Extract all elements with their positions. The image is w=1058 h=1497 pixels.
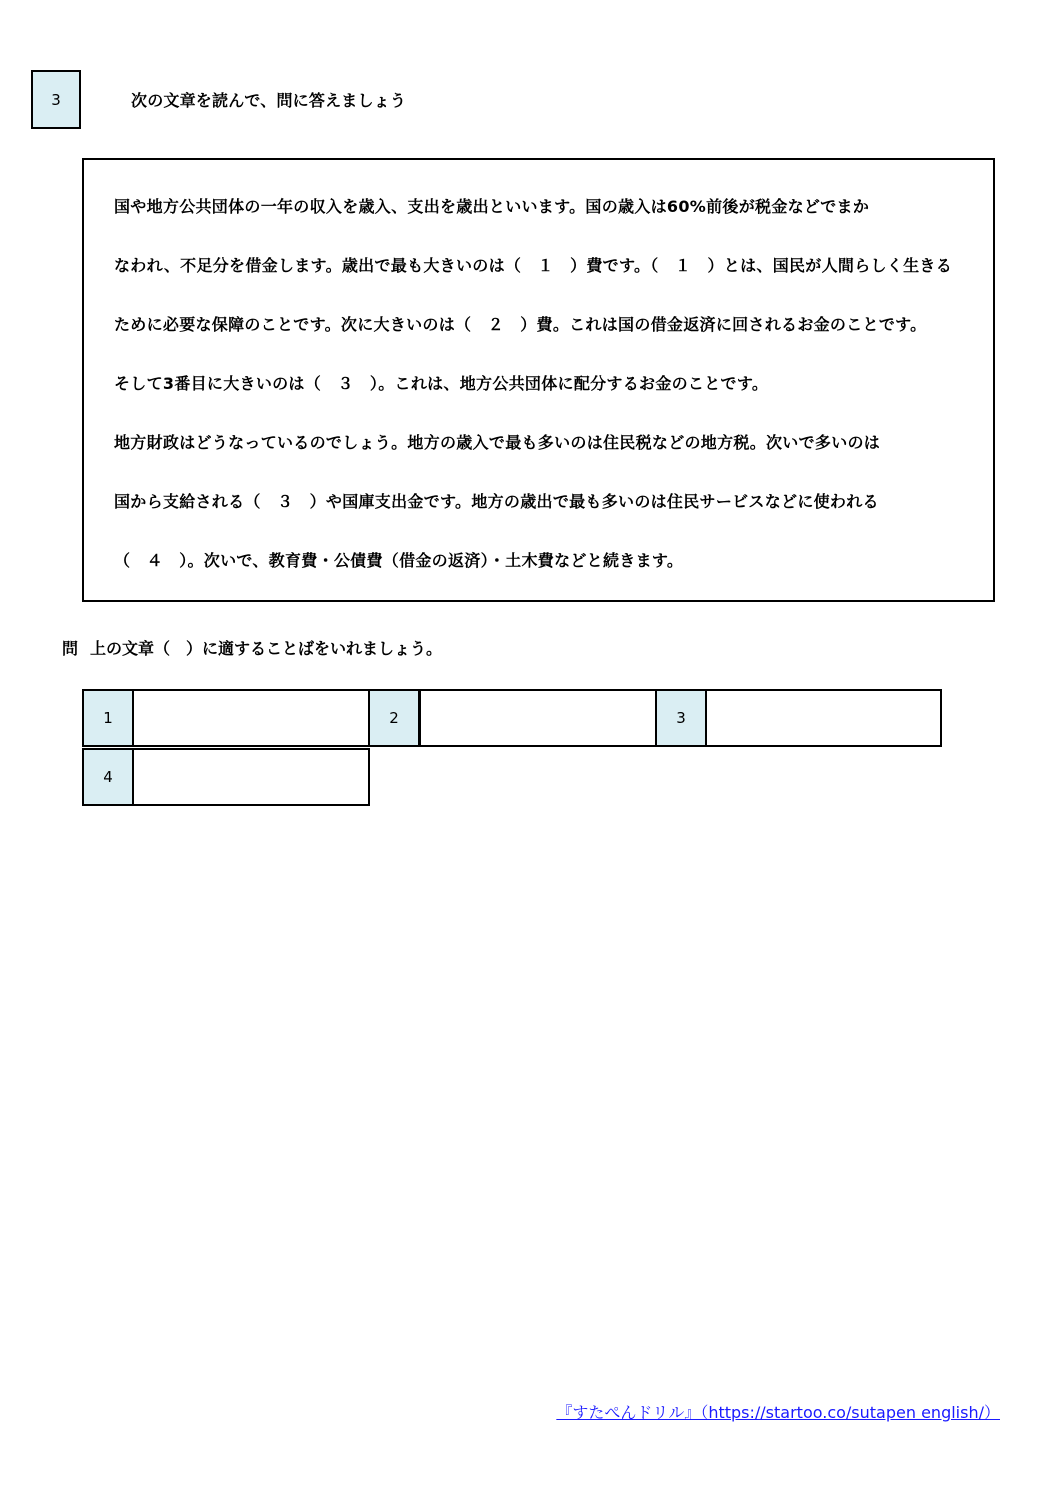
answer-label-2 [368,689,420,747]
passage-line: なわれ、不足分を借金します。歳出で最も大きいのは（ １ ）費です。（ １ ）とは、国民が人間らしく生きる [114,256,953,275]
question-mark: 問 [62,639,79,658]
answer-number: 4 [103,768,113,786]
answer-field-1[interactable] [132,689,370,747]
passage-line: そして3番目に大きいのは（ ３ ）。これは、地方公共団体に配分するお金のことです。 [114,374,769,393]
passage-line: 国から支給される（ ３ ）や国庫支出金です。地方の歳出で最も多いのは住民サービスなどに使われる [114,492,879,511]
answer-number: 3 [676,709,686,727]
question-number-badge [31,70,81,129]
passage-line: 地方財政はどうなっているのでしょう。地方の歳入で最も多いのは住民税などの地方税。次いで多いのは [114,433,881,452]
answer-label-1 [82,689,134,747]
passage-line: 国や地方公共団体の一年の収入を歳入、支出を歳出といいます。国の歳入は60%前後が税金などでまか [114,197,870,216]
reading-passage [82,158,995,602]
answer-number: 1 [103,709,113,727]
question-text: 上の文章（ ）に適することばをいれましょう。 [90,639,443,658]
passage-line: ために必要な保障のことです。次に大きいのは（ ２ ）費。これは国の借金返済に回されるお金のことです。 [114,315,927,334]
answer-label-4 [82,748,134,806]
answer-field-2[interactable] [419,689,657,747]
question-prompt [62,636,442,659]
answer-label-3 [655,689,707,747]
source-link[interactable]: 『すたぺんドリル』（https://startoo.co/sutapen english/） [556,1403,1000,1422]
answer-field-4[interactable] [132,748,370,806]
question-number: 3 [51,90,61,109]
passage-line: （ ４ ）。次いで、教育費・公債費（借金の返済）・土木費などと続きます。 [114,551,684,570]
answer-field-3[interactable] [705,689,942,747]
answer-number: 2 [389,709,399,727]
instruction-text: 次の文章を読んで、問に答えましょう [131,91,407,110]
